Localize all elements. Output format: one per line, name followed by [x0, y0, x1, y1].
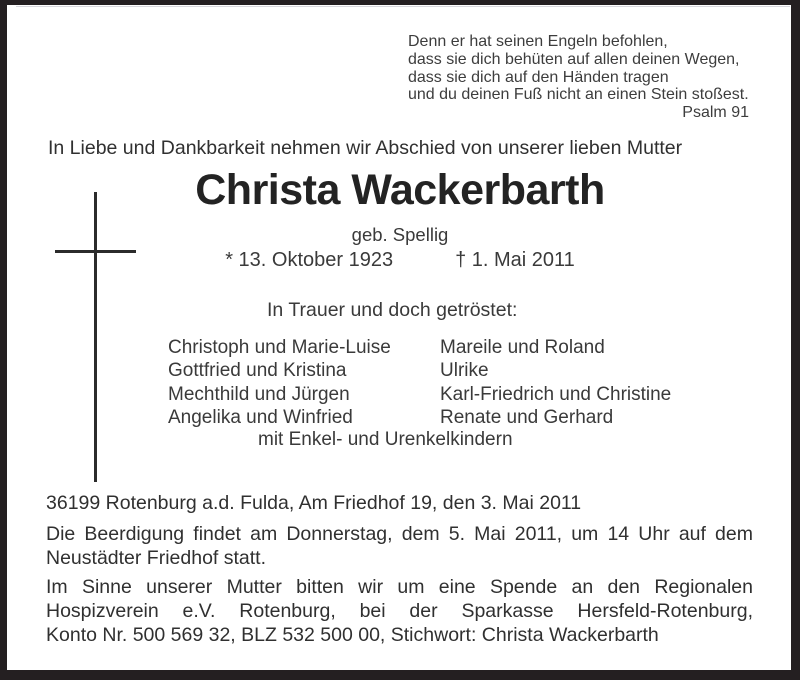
cross-horizontal-bar: [55, 250, 136, 253]
mourner-name: Angelika und Winfried: [168, 406, 353, 428]
cross-vertical-bar: [94, 192, 97, 482]
mourner-name: Renate und Gerhard: [440, 406, 614, 428]
burial-info: [46, 523, 753, 570]
mourner-name: Mareile und Roland: [440, 337, 605, 358]
burial-info-line: Neustädter Friedhof statt.: [46, 546, 267, 569]
grandchildren-line: mit Enkel- und Urenkelkindern: [258, 429, 513, 450]
mourner-name: Ulrike: [440, 360, 489, 382]
psalm-line: Denn er hat seinen Engeln befohlen,: [408, 33, 668, 50]
donation-request: [46, 575, 753, 647]
mourners-left-column: [168, 336, 440, 429]
donation-request-line: Konto Nr. 500 569 32, BLZ 532 500 00, Stichwort: Christa Wackerbarth: [46, 624, 659, 646]
address-date-line: 36199 Rotenburg a.d. Fulda, Am Friedhof 19, den 3. Mai 2011: [46, 492, 582, 514]
burial-info-line: Die Beerdigung findet am Donnerstag, dem 5. Mai 2011, um 14 Uhr auf dem: [46, 523, 753, 545]
mourning-heading: In Trauer und doch getröstet:: [267, 299, 518, 321]
mourner-name: Gottfried und Kristina: [168, 360, 347, 382]
psalm-reference: Psalm 91: [682, 104, 749, 122]
farewell-intro-line: In Liebe und Dankbarkeit nehmen wir Abschied von unserer lieben Mutter: [48, 137, 683, 159]
mourner-name: Karl-Friedrich und Christine: [440, 383, 672, 405]
psalm-line: dass sie dich auf den Händen tragen: [408, 68, 669, 86]
mourner-name: Mechthild und Jürgen: [168, 383, 350, 405]
death-date: † 1. Mai 2011: [455, 249, 575, 271]
maiden-name: geb. Spellig: [351, 224, 449, 245]
mourners-list: [168, 336, 671, 429]
psalm-line: und du deinen Fuß nicht an einen Stein stoßest.: [408, 86, 749, 104]
mourners-right-column: [440, 336, 671, 429]
birth-date: * 13. Oktober 1923: [225, 249, 394, 271]
donation-request-line: Hospizverein e.V. Rotenburg, bei der Sparkasse Hersfeld-Rotenburg,: [46, 600, 753, 622]
mourner-name: Christoph und Marie-Luise: [168, 337, 391, 358]
psalm-quote: [408, 33, 749, 122]
donation-request-line: Im Sinne unserer Mutter bitten wir um eine Spende an den Regionalen: [46, 576, 753, 598]
psalm-line: dass sie dich behüten auf allen deinen Wegen,: [408, 50, 740, 68]
deceased-name: Christa Wackerbarth: [195, 166, 605, 214]
scan-artifact-line: [16, 6, 790, 7]
